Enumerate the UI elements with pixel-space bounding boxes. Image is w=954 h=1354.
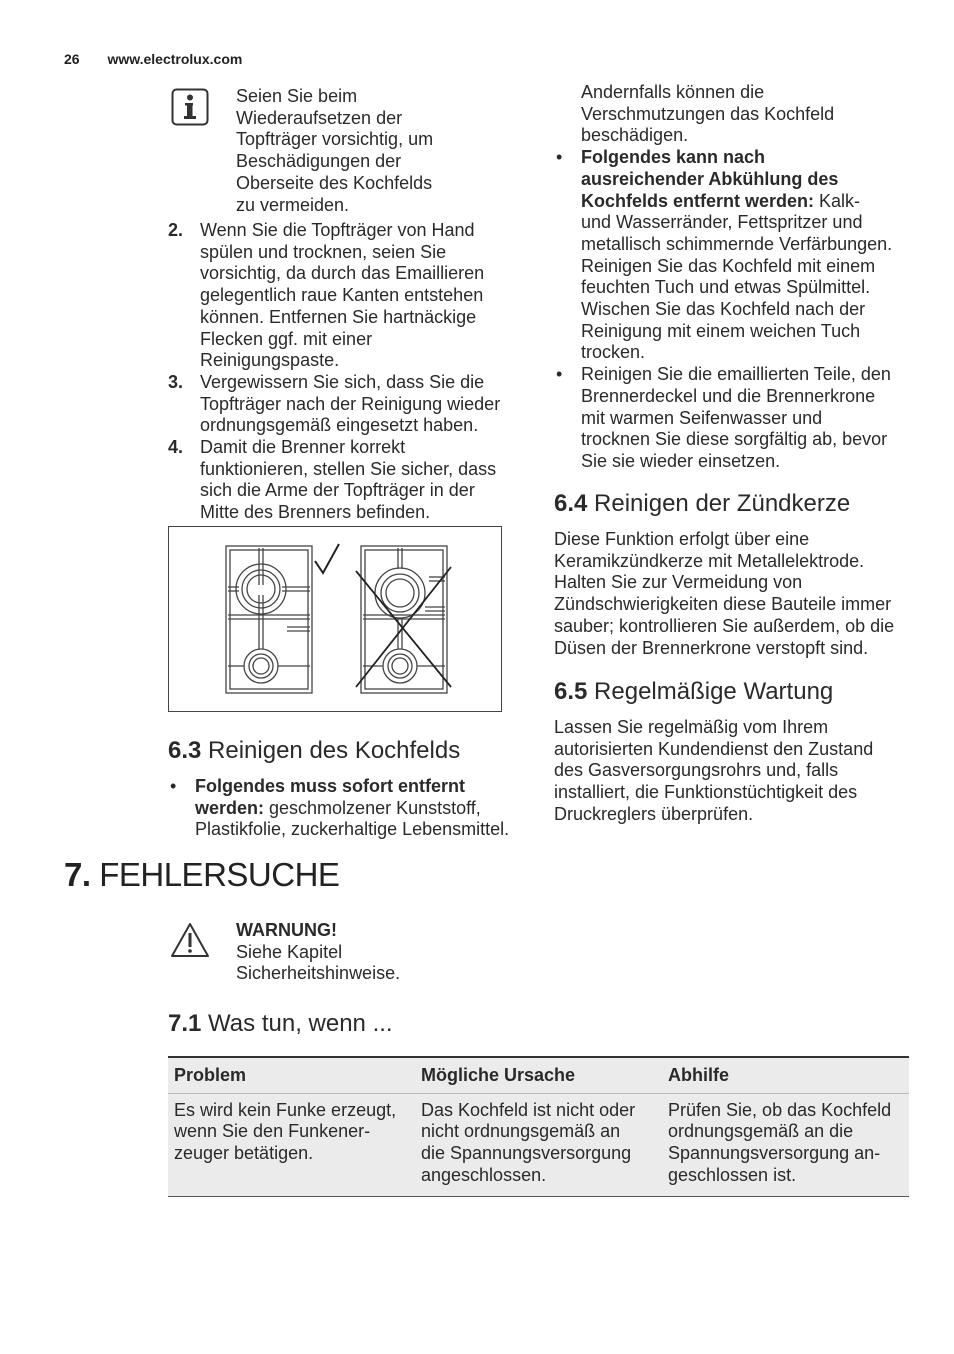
- step-line: gelegentlich raue Kanten entstehen: [200, 285, 484, 306]
- note-line: Beschädigungen der: [236, 151, 402, 172]
- text-line: beschädigen.: [581, 125, 689, 146]
- section-number: 7.1: [168, 1010, 202, 1037]
- column-header-problem: Problem: [168, 1057, 415, 1093]
- steps-list: [168, 220, 524, 524]
- step-line: sich die Arme der Topfträger in der: [200, 480, 475, 501]
- troubleshooting-table-wrap: [168, 1056, 909, 1197]
- section-title: Reinigen des Kochfelds: [208, 737, 461, 764]
- text-line: trocken.: [581, 342, 646, 363]
- text-line: autorisierten Kundendienst den Zustand: [554, 738, 874, 759]
- text-line: Verschmutzungen das Kochfeld: [581, 103, 835, 124]
- section-6-4-heading: [554, 490, 850, 518]
- section-6-4-text: [554, 529, 924, 659]
- text-line: Diese Funktion erfolgt über eine: [554, 529, 810, 549]
- step-line: Mitte des Brenners befinden.: [200, 502, 431, 523]
- section-6-3-heading: [168, 737, 460, 765]
- section-number: 6.5: [554, 678, 588, 705]
- step-number: 4.: [168, 437, 184, 458]
- bullet-bold-text: • Folgendes kann nach: [581, 147, 766, 168]
- pan-support-illustration: [169, 527, 501, 711]
- section-7-1-heading: [168, 1010, 393, 1038]
- cell-line: die Spannungsversorgung: [421, 1143, 632, 1164]
- page-number: 26: [64, 51, 80, 67]
- bullet-bold-text: Folgendes muss sofort entfernt: [195, 776, 466, 796]
- continued-text: [554, 82, 924, 147]
- wrong-pan-support-icon: [361, 546, 447, 693]
- section-number: 6.4: [554, 490, 588, 517]
- cell-line: Spannungsversorgung an-: [668, 1143, 881, 1164]
- text-line: Wischen Sie das Kochfeld nach der: [581, 299, 866, 320]
- text-line: Siehe Kapitel: [236, 941, 343, 962]
- column-header-cause: Mögliche Ursache: [415, 1057, 662, 1093]
- step-line: Topfträger nach der Reinigung wieder: [200, 393, 501, 414]
- text-line: trocknen Sie diese sorgfältig ab, bevor: [581, 429, 888, 450]
- text-line: des Gasversorgungsrohrs und, falls: [554, 760, 839, 781]
- step-line: Reinigungspaste.: [200, 350, 340, 371]
- note-line: zu vermeiden.: [236, 194, 350, 215]
- bullet-bold-text: werden:: [195, 797, 265, 818]
- warning-title: WARNUNG!: [236, 920, 337, 940]
- table-cell-remedy: [662, 1093, 909, 1196]
- info-icon: [171, 88, 209, 126]
- text-line: Druckreglers überprüfen.: [554, 803, 754, 824]
- section-title: Reinigen der Zündkerze: [594, 490, 851, 517]
- bullet-text: Kalk-: [814, 190, 861, 211]
- text-line: Reinigen Sie das Kochfeld mit einem: [581, 255, 876, 276]
- text-line: metallisch schimmernde Verfärbungen.: [581, 233, 893, 254]
- text-line: feuchten Tuch und etwas Spülmittel.: [581, 277, 871, 298]
- step-line: vorsichtig, da durch das Emaillieren: [200, 263, 485, 284]
- cross-mark-icon: [356, 567, 451, 687]
- cell-line: zeuger betätigen.: [174, 1143, 314, 1164]
- table-cell-problem: [168, 1093, 415, 1196]
- note-line: Seien Sie beim: [236, 86, 358, 106]
- step-line: Vergewissern Sie sich, dass Sie die: [200, 371, 485, 392]
- chapter-title: FEHLERSUCHE: [99, 856, 340, 893]
- text-line: Keramikzündkerze mit Metallelektrode.: [554, 550, 865, 571]
- step-line: können. Entfernen Sie hartnäckige: [200, 306, 477, 327]
- cell-line: ordnungsgemäß an die: [668, 1121, 854, 1142]
- step-line: spülen und trocknen, seien Sie: [200, 241, 447, 262]
- check-mark-icon: [315, 544, 339, 573]
- cell-line: nicht ordnungsgemäß an: [421, 1121, 621, 1142]
- text-line: Reinigung mit einem weichen Tuch: [581, 320, 861, 341]
- cell-line: geschlossen ist.: [668, 1164, 797, 1185]
- step-item: [168, 437, 524, 524]
- bullet-item: [554, 364, 924, 473]
- note-line: Oberseite des Kochfelds: [236, 172, 433, 193]
- text-line: • Reinigen Sie die emaillierten Teile, den: [581, 364, 891, 385]
- bullet-text: geschmolzener Kunststoff,: [264, 797, 481, 818]
- text-line: und Wasserränder, Fettspritzer und: [581, 212, 863, 233]
- note-line: Topfträger vorsichtig, um: [236, 129, 434, 150]
- cell-line: angeschlossen.: [421, 1164, 547, 1185]
- cell-line: Es wird kein Funke erzeugt,: [174, 1099, 397, 1120]
- step-line: Flecken ggf. mit einer: [200, 328, 373, 349]
- step-number: 3.: [168, 371, 184, 392]
- step-item: [168, 220, 524, 372]
- page-header: [64, 51, 242, 67]
- section-6-3-bullets: [168, 776, 538, 841]
- chapter-7-heading: [64, 856, 339, 894]
- text-line: Sie sie wieder einsetzen.: [581, 450, 781, 471]
- section-6-5-heading: [554, 678, 833, 706]
- step-item: [168, 372, 524, 437]
- text-line: mit warmen Seifenwasser und: [581, 407, 823, 428]
- site-url: www.electrolux.com: [107, 51, 243, 67]
- section-title: Was tun, wenn ...: [208, 1010, 393, 1037]
- bullet-bold-text: Kochfelds entfernt werden:: [581, 190, 815, 211]
- table-header-row: [168, 1057, 909, 1093]
- chapter-number: 7.: [64, 856, 91, 893]
- right-column-bullets: [554, 82, 924, 473]
- bullet-bold-text: ausreichender Abkühlung des: [581, 168, 839, 189]
- cell-line: Prüfen Sie, ob das Kochfeld: [668, 1099, 892, 1120]
- text-line: Brennerdeckel und die Brennerkrone: [581, 385, 876, 406]
- column-header-remedy: Abhilfe: [662, 1057, 909, 1093]
- section-6-5-text: [554, 717, 924, 826]
- table-cell-cause: [415, 1093, 662, 1196]
- section-number: 6.3: [168, 737, 202, 764]
- bullet-item: [554, 147, 924, 364]
- text-line: installiert, die Funktionstüchtigkeit des: [554, 782, 858, 803]
- step-line: Damit die Brenner korrekt: [200, 437, 406, 458]
- warning-text: [236, 920, 486, 985]
- step-line: Wenn Sie die Topfträger von Hand: [200, 220, 475, 240]
- step-line: funktionieren, stellen Sie sicher, dass: [200, 458, 497, 479]
- bullet-text: Plastikfolie, zuckerhaltige Lebensmittel.: [195, 819, 510, 840]
- text-line: Halten Sie zur Vermeidung von: [554, 572, 803, 593]
- correct-pan-support-icon: [226, 546, 312, 693]
- text-line: Sicherheitshinweise.: [236, 963, 401, 984]
- warning-triangle-icon: [170, 922, 210, 958]
- info-note-text: [236, 86, 466, 216]
- note-line: Wiederaufsetzen der: [236, 107, 403, 128]
- text-line: Düsen der Brennerkrone verstopft sind.: [554, 637, 869, 658]
- text-line: sauber; kontrollieren Sie außerdem, ob die: [554, 615, 895, 636]
- step-number: 2.: [168, 220, 184, 240]
- bullet-item: [168, 776, 538, 841]
- cell-line: wenn Sie den Funkener-: [174, 1121, 371, 1142]
- text-line: Zündschwierigkeiten diese Bauteile immer: [554, 594, 892, 615]
- step-line: ordnungsgemäß eingesetzt haben.: [200, 415, 479, 436]
- pan-support-figure: [168, 526, 502, 712]
- section-title: Regelmäßige Wartung: [594, 678, 834, 705]
- table-row: [168, 1093, 909, 1196]
- text-line: Lassen Sie regelmäßig vom Ihrem: [554, 717, 829, 737]
- cell-line: Das Kochfeld ist nicht oder: [421, 1099, 636, 1120]
- text-line: Andernfalls können die: [581, 82, 765, 102]
- troubleshooting-table: [168, 1056, 909, 1197]
